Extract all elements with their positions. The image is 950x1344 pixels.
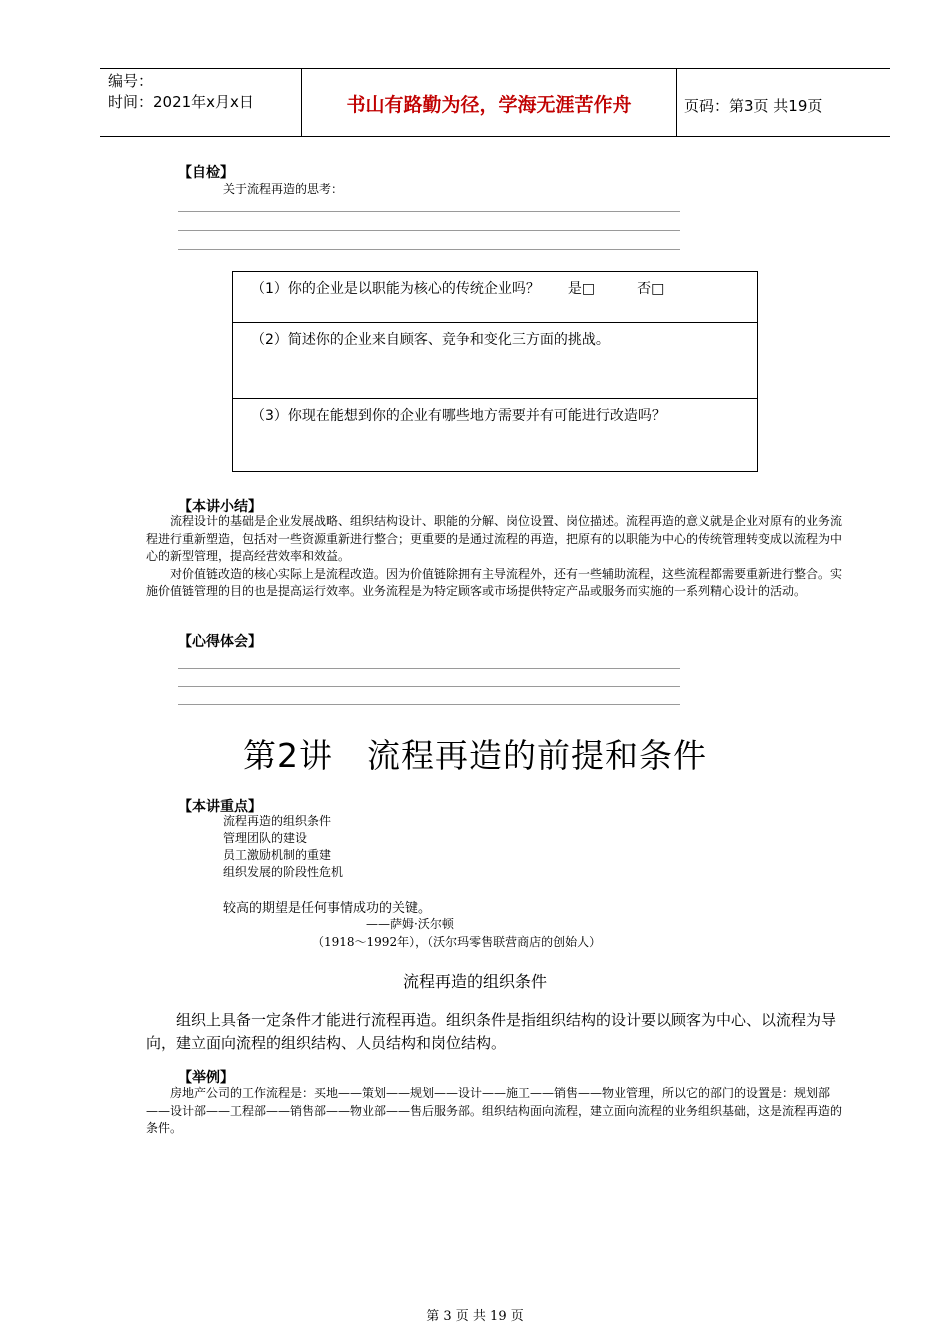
example-body <box>146 1085 850 1138</box>
summary-body <box>146 513 850 601</box>
key-point-item: 员工激励机制的重建 <box>223 848 332 862</box>
section-title: 流程再造的组织条件 <box>402 972 547 991</box>
self-check-prompt: 关于流程再造的思考： <box>223 182 344 196</box>
page-footer: 第 3 页 共 19 页 <box>426 1309 524 1324</box>
header-divider-right <box>676 68 677 136</box>
writing-line <box>178 249 680 250</box>
serial-label: 编号： <box>108 72 154 90</box>
quote-note: （1918～1992年），（沃尔玛零售联营商店的创始人） <box>312 935 602 949</box>
quote-author: ——萨姆·沃尔顿 <box>366 917 454 931</box>
header-slogan: 书山有路勤为径，学海无涯苦作舟 <box>346 94 632 116</box>
writing-line <box>178 211 680 212</box>
quote-text: 较高的期望是任何事情成功的关键。 <box>223 901 432 916</box>
question-1: （1）你的企业是以职能为核心的传统企业吗？ 是□ 否□ <box>233 272 757 323</box>
question-3: （3）你现在能想到你的企业有哪些地方需要并有可能进行改造吗？ <box>251 408 666 424</box>
summary-paragraph: 对价值链改造的核心实际上是流程改造。因为价值链除拥有主导流程外，还有一些辅助流程，这些流程都需要重新进行整合。实施价值链管理的目的也是提高运行效率。业务流程是为特定顾客或市场提供特定产品或服务而实施的一系列精心设计的活动。 <box>146 566 843 598</box>
header-bottom-rule <box>100 136 890 137</box>
writing-line <box>178 704 680 705</box>
writing-line <box>178 686 680 687</box>
page-label: 页码：第3页 共19页 <box>684 97 823 115</box>
self-check-heading: 【自检】 <box>178 165 234 181</box>
example-paragraph: 房地产公司的工作流程是：买地——策划——规划——设计——施工——销售——物业管理，所以它的部门的设置是：规划部——设计部——工程部——销售部——物业部——售后服务部。组织结构面向流程，建立面向流程的业务组织基础，这是流程再造的条件。 <box>146 1086 843 1135</box>
key-point-item: 组织发展的阶段性危机 <box>223 865 344 879</box>
reflection-heading: 【心得体会】 <box>178 634 262 650</box>
writing-line <box>178 230 680 231</box>
key-point-item: 流程再造的组织条件 <box>223 814 332 828</box>
key-point-item: 管理团队的建设 <box>223 831 308 845</box>
questions-box <box>232 271 758 472</box>
summary-paragraph: 流程设计的基础是企业发展战略、组织结构设计、职能的分解、岗位设置、岗位描述。流程再造的意义就是企业对原有的业务流程进行重新塑造，包括对一些资源重新进行整合；更重要的是通过流程的再造，把原有的以职能为中心的传统管理转变成以流程为中心的新型管理，提高经营效率和效益。 <box>146 514 843 563</box>
header-top-rule <box>100 68 890 69</box>
key-points-list <box>223 813 343 881</box>
lecture-title: 第2讲 流程再造的前提和条件 <box>243 736 707 775</box>
section-paragraph: 组织上具备一定条件才能进行流程再造。组织条件是指组织结构的设计要以顾客为中心、以流程为导向，建立面向流程的组织结构、人员结构和岗位结构。 <box>146 1011 837 1052</box>
writing-line <box>178 668 680 669</box>
key-points-heading: 【本讲重点】 <box>178 799 262 815</box>
question-2: （2）简述你的企业来自顾客、竞争和变化三方面的挑战。 <box>233 323 757 399</box>
summary-heading: 【本讲小结】 <box>178 499 262 515</box>
section-body <box>146 1009 850 1055</box>
time-label: 时间：2021年x月x日 <box>108 93 254 111</box>
example-heading: 【举例】 <box>178 1070 234 1086</box>
